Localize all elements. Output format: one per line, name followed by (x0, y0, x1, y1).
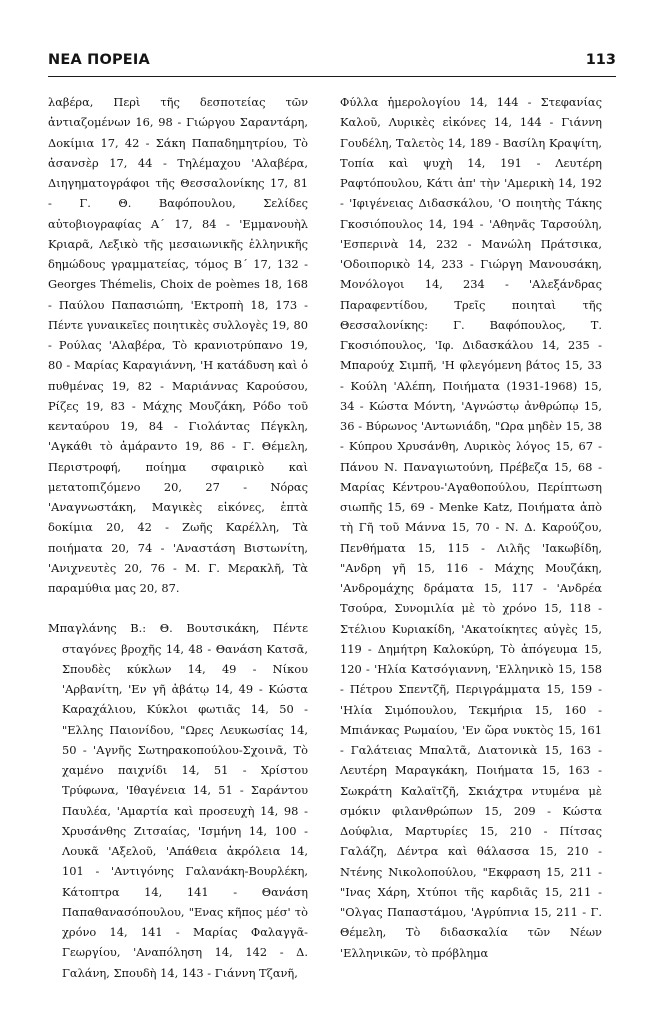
page-number: 113 (585, 52, 616, 68)
entry-spacer (48, 598, 308, 618)
journal-title: ΝΕΑ ΠΟΡΕΙΑ (48, 52, 150, 68)
left-column (48, 92, 308, 983)
continued-review-entry-right: Φύλλα ἡμερολογίου 14, 144 - Στεφανίας Καλοῦ, Λυρικὲς εἰκόνες 14, 144 - Γιάννη Γουδέλη, Ταλετὸς 14, 189 - Βασίλη Κραψίτη, Τοπία καὶ ψυχὴ 14, 191 - Λευτέρη Ραφτόπουλου, Κάτι ἀπ' τὴν 'Αμερικὴ 14, 192 - 'Ιφιγένειας Διδασκάλου, 'Ο ποιητὴς Τάκης Γκοσιόπουλος 14, 194 - 'Αθηνᾶς Ταρσούλη, 'Εσπερινὰ 14, 232 - Μανώλη Πράτσικα, 'Οδοιπορικὸ 14, 233 - Γιώργη Μανουσάκη, Μονόλογοι 14, 234 - 'Αλεξάνδρας Παραφεντίδου, Τρεῖς ποιηταὶ τῆς Θεσσαλονίκης: Γ. Βαφόπουλος, Τ. Γκοσιόπουλος, 'Ιφ. Διδασκάλου 14, 235 - Μπαρούχ Σιμπῆ, 'Η φλεγόμενη βάτος 15, 33 - Κούλη 'Αλέπη, Ποιήματα (1931-1968) 15, 34 - Κώστα Μόντη, 'Αγνώστῳ ἀνθρώπῳ 15, 36 - Βύρωνος 'Αντωνιάδη, "Ωρα μηδὲν 15, 38 - Κύπρου Χρυσάνθη, Λυρικὸς λόγος 15, 67 - Πάνου Ν. Παναγιωτούνη, Πρέβεζα 15, 68 - Μαρίας Κέντρου-'Αγαθοπούλου, Περίπτωση σιωπῆς 15, 69 - Menke Katz, Ποιήματα ἀπὸ τὴ Γῆ τοῦ Μάννα 15, 70 - Ν. Δ. Καρούζου, Πενθήματα 15, 115 - Λιλῆς 'Ιακωβίδη, "Ανδρη γῆ 15, 116 - Μάχης Μουζάκη, 'Ανδρομάχης δράματα 15, 117 - 'Ανδρέα Τσούρα, Συνομιλία μὲ τὸ χρόνο 15, 118 - Στέλιου Κυριακίδη, 'Ακατοίκητες αὐγὲς 15, 119 - Δημήτρη Καλοκύρη, Τὸ ἀπόγευμα 15, 120 - 'Ηλία Κατσόγιαννη, 'Ελληνικὸ 15, 158 - Πέτρου Σπεντζῆ, Περιγράμματα 15, 159 - 'Ηλία Σιμόπουλου, Τεκμήρια 15, 160 - Μπιάνκας Ρωμαίου, 'Εν ὥρα νυκτὸς 15, 161 - Γαλάτειας Μπαλτᾶ, Διατονικὰ 15, 163 - Λευτέρη Μαραγκάκη, Ποιήματα 15, 163 - Σωκράτη Καλαϊτζῆ, Σκιάχτρα ντυμένα μὲ σμόκιν φιλανθρώπων 15, 209 - Κώστα Δούφλια, Μαρτυρίες 15, 210 - Πίτσας Γαλάζη, Δέντρα καὶ θάλασσα 15, 210 - Ντένης Νικολοπούλου, "Εκφραση 15, 211 - "Ινας Χάρη, Χτύποι τῆς καρδιᾶς 15, 211 - "Ολγας Παπαστάμου, 'Αγρύπνια 15, 211 - Γ. Θέμελη, Τὸ διδασκαλία τῶν Νέων 'Ελληνικῶν, τὸ πρόβλημα (340, 95, 602, 960)
continued-review-entry: λαβέρα, Περὶ τῆς δεσποτείας τῶν ἀντιαζομένων 16, 98 - Γιώργου Σαραντάρη, Δοκίμια 17, 42 - Σάκη Παπαδημητρίου, Τὸ ἀσανσὲρ 17, 44 - Τηλέμαχου 'Αλαβέρα, Διηγηματογράφοι τῆς Θεσσαλονίκης 17, 81 - Γ. Θ. Βαφόπουλου, Σελίδες αὐτοβιογραφίας Α΄ 17, 84 - 'Εμμανουὴλ Κριαρᾶ, Λεξικὸ τῆς μεσαιωνικῆς ἑλληνικῆς δημώδους γραμματείας, τόμος Β΄ 17, 132 - Georges Thémelis, Choix de poèmes 18, 168 - Παύλου Παπασιώπη, 'Εκτροπὴ 18, 173 - Πέντε γυναικεῖες ποιητικὲς συλλογὲς 19, 80 - Ρούλας 'Αλαβέρα, Τὸ κρανιοτρύπανο 19, 80 - Μαρίας Καραγιάννη, 'Η κατάδυση καὶ ὁ πυθμένας 19, 82 - Μαριάννας Καρούσου, Ρίζες 19, 83 - Μάχης Μουζάκη, Ρόδο τοῦ κενταύρου 19, 84 - Γιολάντας Πέγκλη, 'Αγκάθι τὸ ἀμάραντο 19, 86 - Γ. Θέμελη, Περιστροφή, ποίημα σφαιρικὸ καὶ μετατοπιζόμενο 20, 27 - Νόρας 'Αναγνωστάκη, Μαγικὲς εἰκόνες, ἑπτὰ δοκίμια 20, 42 - Ζωῆς Καρέλλη, Τὰ ποιήματα 20, 74 - 'Αναστάση Βιστωνίτη, 'Ανιχνευτὲς 20, 76 - Μ. Γ. Μερακλῆ, Τὰ παραμύθια μας 20, 87. (48, 95, 308, 595)
running-head (48, 52, 616, 74)
reviewer-entry-baglanis: Μπαγλάνης Β.: Θ. Βουτσικάκη, Πέντε σταγόνες βροχῆς 14, 48 - Θανάση Κατσᾶ, Σπουδὲς κύκλων 14, 49 - Νίκου 'Αρβανίτη, 'Εν γῆ ἀβάτῳ 14, 49 - Κώστα Καραχάλιου, Κύκλοι φωτιᾶς 14, 50 - "Ελλης Παιονίδου, "Ωρες Λευκωσίας 14, 50 - 'Αγνῆς Σωτηρακοπούλου-Σχοινᾶ, Τὸ χαμένο παιχνίδι 14, 51 - Χρίστου Τρύφωνα, 'Ιθαγένεια 14, 51 - Σαράντου Παυλέα, 'Αμαρτία καὶ προσευχὴ 14, 98 - Χρυσάνθης Ζιτσαίας, 'Ισμήνη 14, 100 - Λουκᾶ 'Αξελοῦ, 'Απάθεια ἀκρόλεια 14, 101 - 'Αντιγόνης Γαλανάκη-Βουρλέκη, Κάτοπτρα 14, 141 - Θανάση Παπαθανασόπουλου, "Ενας κῆπος μέσ' τὸ χρόνο 14, 141 - Μαρίας Φαλαγγᾶ-Γεωργίου, 'Αναπόληση 14, 142 - Δ. Γαλάνη, Σπουδὴ 14, 143 - Γιάννη Τζανῆ, (48, 621, 308, 980)
right-column (340, 92, 602, 963)
header-rule (48, 76, 616, 77)
